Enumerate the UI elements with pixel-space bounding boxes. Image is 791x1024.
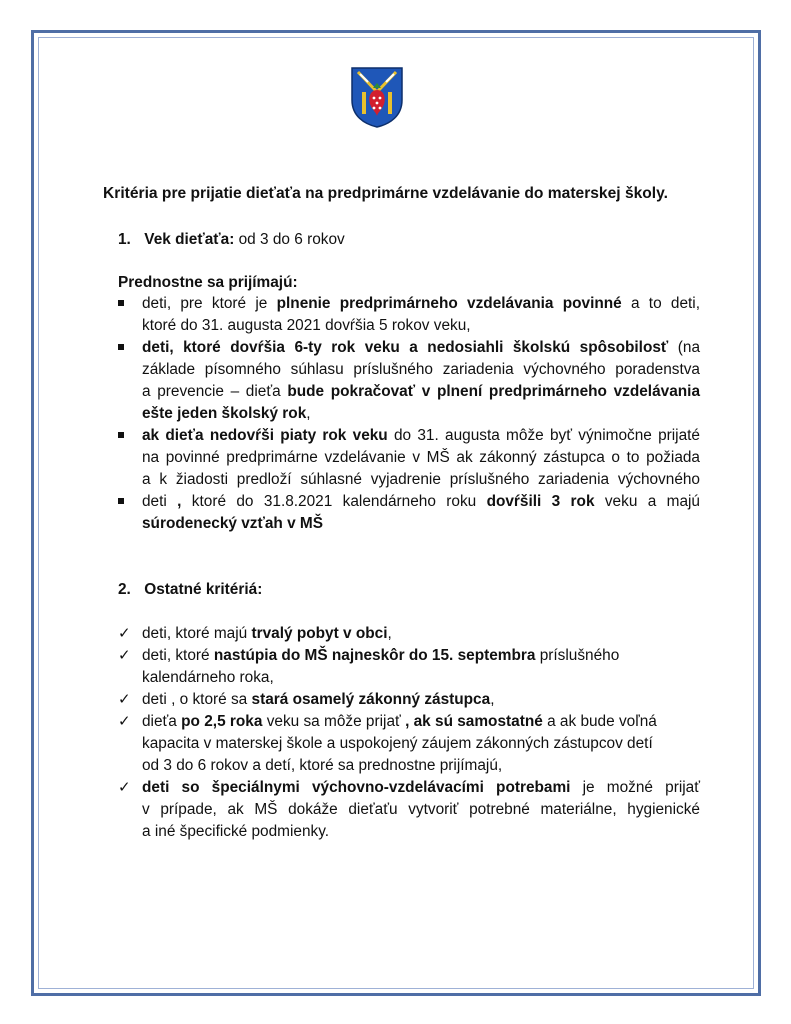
preferred-list <box>118 293 700 535</box>
square-bullet-icon <box>118 300 124 306</box>
section-label: Ostatné kritériá: <box>144 581 263 598</box>
list-item: ak dieťa nedovŕši piaty rok veku do 31. augusta môže byť výnimočne prijaté na povinné predprimárne vzdelávanie v MŠ ak zákonný zástupca o to požiada a k žiadosti predloží súhlasné vyjadrenie príslušného zariadenia výchovného <box>118 425 700 491</box>
square-bullet-icon <box>118 432 124 438</box>
check-mark-icon: ✓ <box>118 713 131 730</box>
list-item: ✓ deti, ktoré nastúpia do MŠ najneskôr do 15. septembra príslušného kalendárneho roka, <box>118 647 620 686</box>
other-criteria-list <box>118 623 700 843</box>
preferred-heading: Prednostne sa prijímajú: <box>118 274 298 291</box>
check-mark-icon: ✓ <box>118 647 131 664</box>
list-item: ✓ deti , o ktoré sa stará osamelý zákonný zástupca, <box>118 689 700 711</box>
section-value: od 3 do 6 rokov <box>234 231 345 248</box>
criterion-age <box>118 229 345 251</box>
section-number: 2. <box>118 581 131 598</box>
criterion-other <box>118 579 262 601</box>
section-number: 1. <box>118 231 131 248</box>
list-item: deti, pre ktoré je plnenie predprimárneho vzdelávania povinné a to deti, ktoré do 31. augusta 2021 dovŕšia 5 rokov veku, <box>118 293 700 337</box>
list-item: ✓ dieťa po 2,5 roka veku sa môže prijať , ak sú samostatné a ak bude voľná kapacita v materskej škole a uspokojený záujem zákonných zástupcov detí od 3 do 6 rokov a detí, ktoré sa prednostne prijímajú, <box>118 713 657 774</box>
check-mark-icon: ✓ <box>118 691 131 708</box>
section-label: Vek dieťaťa: <box>144 231 235 248</box>
list-item: deti , ktoré do 31.8.2021 kalendárneho roku dovŕšili 3 rok veku a majú súrodenecký vzťah v MŠ <box>118 491 700 535</box>
document-title: Kritéria pre prijatie dieťaťa na predprimárne vzdelávanie do materskej školy. <box>103 185 668 202</box>
check-mark-icon: ✓ <box>118 779 131 796</box>
list-item: deti, ktoré dovŕšia 6-ty rok veku a nedosiahli školskú spôsobilosť (na základe písomného súhlasu príslušného zariadenia výchovného poradenstva a prevencie – dieťa bude pokračovať v plnení predprimárneho vzdelávania ešte jeden školský rok, <box>118 337 700 425</box>
check-mark-icon: ✓ <box>118 625 131 642</box>
list-item: ✓ deti so špeciálnymi výchovno-vzdelávacími potrebami je možné prijať v prípade, ak MŠ dokáže dieťaťu vytvoriť potrebné materiálne, hygienické a iné špecifické podmienky. <box>118 779 700 840</box>
square-bullet-icon <box>118 498 124 504</box>
list-item: ✓ deti, ktoré majú trvalý pobyt v obci, <box>118 623 700 645</box>
square-bullet-icon <box>118 344 124 350</box>
